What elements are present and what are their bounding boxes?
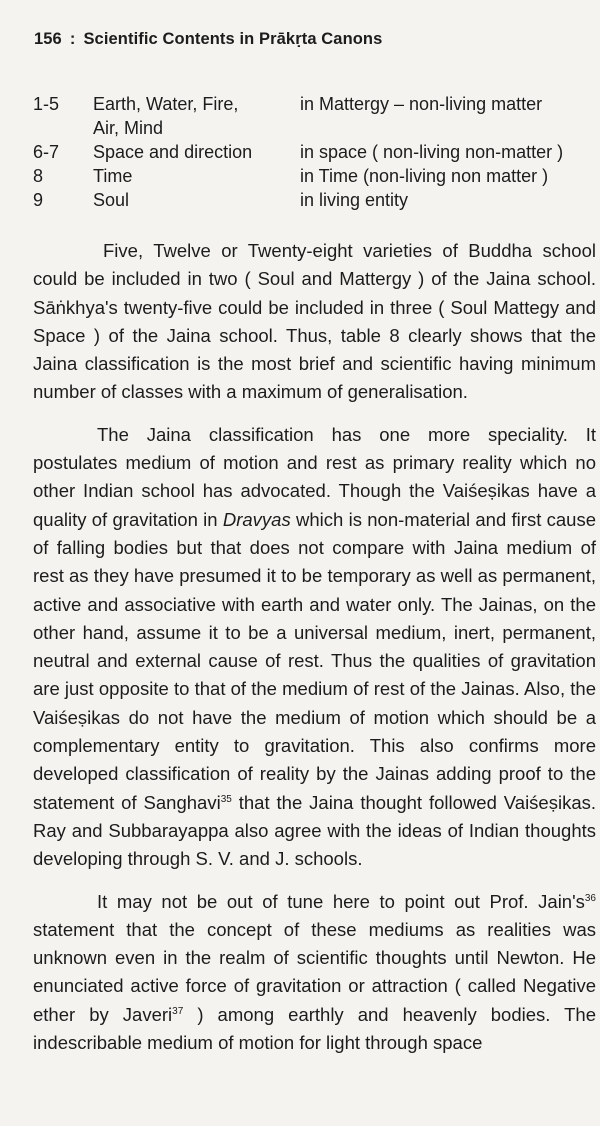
row-item: Space and direction (93, 142, 253, 162)
row-item: Time (93, 166, 133, 186)
table-row (33, 164, 563, 188)
row-category (300, 116, 563, 140)
table-row (33, 188, 563, 212)
page-number: 156 (34, 30, 62, 48)
row-number: 9 (33, 190, 44, 210)
paragraph-3-part-c: ) among earthly and heavenly bodies. The indescribable medium of motion for light through space (33, 1003, 596, 1054)
row-number: 1-5 (33, 94, 60, 114)
row-category: in Mattergy – non-living matter (300, 94, 543, 114)
paragraph-2-part-c: that the Jaina thought followed Vaiśeṣikas. Ray and Subbarayappa also agree with the ideas of Indian thoughts developing through S. V. and J. schools. (33, 791, 597, 870)
page-header (34, 30, 382, 49)
paragraph-1: Five, Twelve or Twenty-eight varieties of Buddha school could be included in two ( Soul and Mattergy ) of the Jaina school. Sāṅkhya's twenty-five could be included in three ( Soul Mattegy and Space ) of the Jaina school. Thus, table 8 clearly shows that the Jaina classification is the most brief and scientific having minimum number of classes with a maximum of generalisation. (33, 240, 596, 403)
table-row (33, 140, 563, 164)
row-item: Soul (93, 190, 130, 210)
row-category: in Time (non-living non matter ) (300, 166, 549, 186)
classification-table (33, 92, 563, 212)
running-title: Scientific Contents in Prākṛta Canons (83, 30, 383, 48)
row-item: Earth, Water, Fire, (93, 94, 239, 114)
paragraph-2-part-b: which is non-material and first cause of falling bodies but that does not compare with Jaina medium of rest as they have presumed it to be temporary as well as permanent, active and associative with earth and water only. The Jainas, on the other hand, assume it to be a universal medium, inert, permanent, neutral and external cause of rest. Thus the qualities of gravitation are just opposite to that of the medium of rest of the Jainas. Also, the Vaiśeṣikas do not have the medium of motion which should be a complementary entity to gravitation. This also confirms more developed classification of reality by the Jainas adding proof to the statement of Sanghavi (33, 508, 596, 813)
row-category: in space ( non-living non-matter ) (300, 142, 564, 162)
dravyas-term: Dravyas (222, 508, 291, 530)
row-category: in living entity (300, 190, 409, 210)
table-row (33, 116, 563, 140)
paragraph-3 (33, 888, 596, 1058)
paragraph-2-part-a: The Jaina classification has one more speciality. It postulates medium of motion and rest as primary reality which no other Indian school has advocated. Though the Vaiśeṣikas have a quality of gravitation in (33, 423, 596, 530)
footnote-ref-36[interactable]: 36 (584, 892, 596, 904)
paragraph-3-part-b: statement that the concept of these mediums as realities was unknown even in the realm of scientific thoughts until Newton. He enunciated active force of gravitation or attraction ( called Negative ether by Javeri (33, 918, 596, 1025)
row-item: Air, Mind (93, 118, 164, 138)
table-row (33, 92, 563, 116)
row-number (33, 116, 93, 140)
row-number: 6-7 (33, 142, 60, 162)
paragraph-3-part-a: It may not be out of tune here to point out Prof. Jain's (97, 890, 585, 912)
body-text (33, 237, 596, 1071)
header-separator: : (69, 30, 76, 48)
footnote-ref-35[interactable]: 35 (220, 793, 232, 805)
paragraph-2 (33, 421, 596, 874)
footnote-ref-37[interactable]: 37 (172, 1005, 184, 1017)
row-number: 8 (33, 166, 44, 186)
